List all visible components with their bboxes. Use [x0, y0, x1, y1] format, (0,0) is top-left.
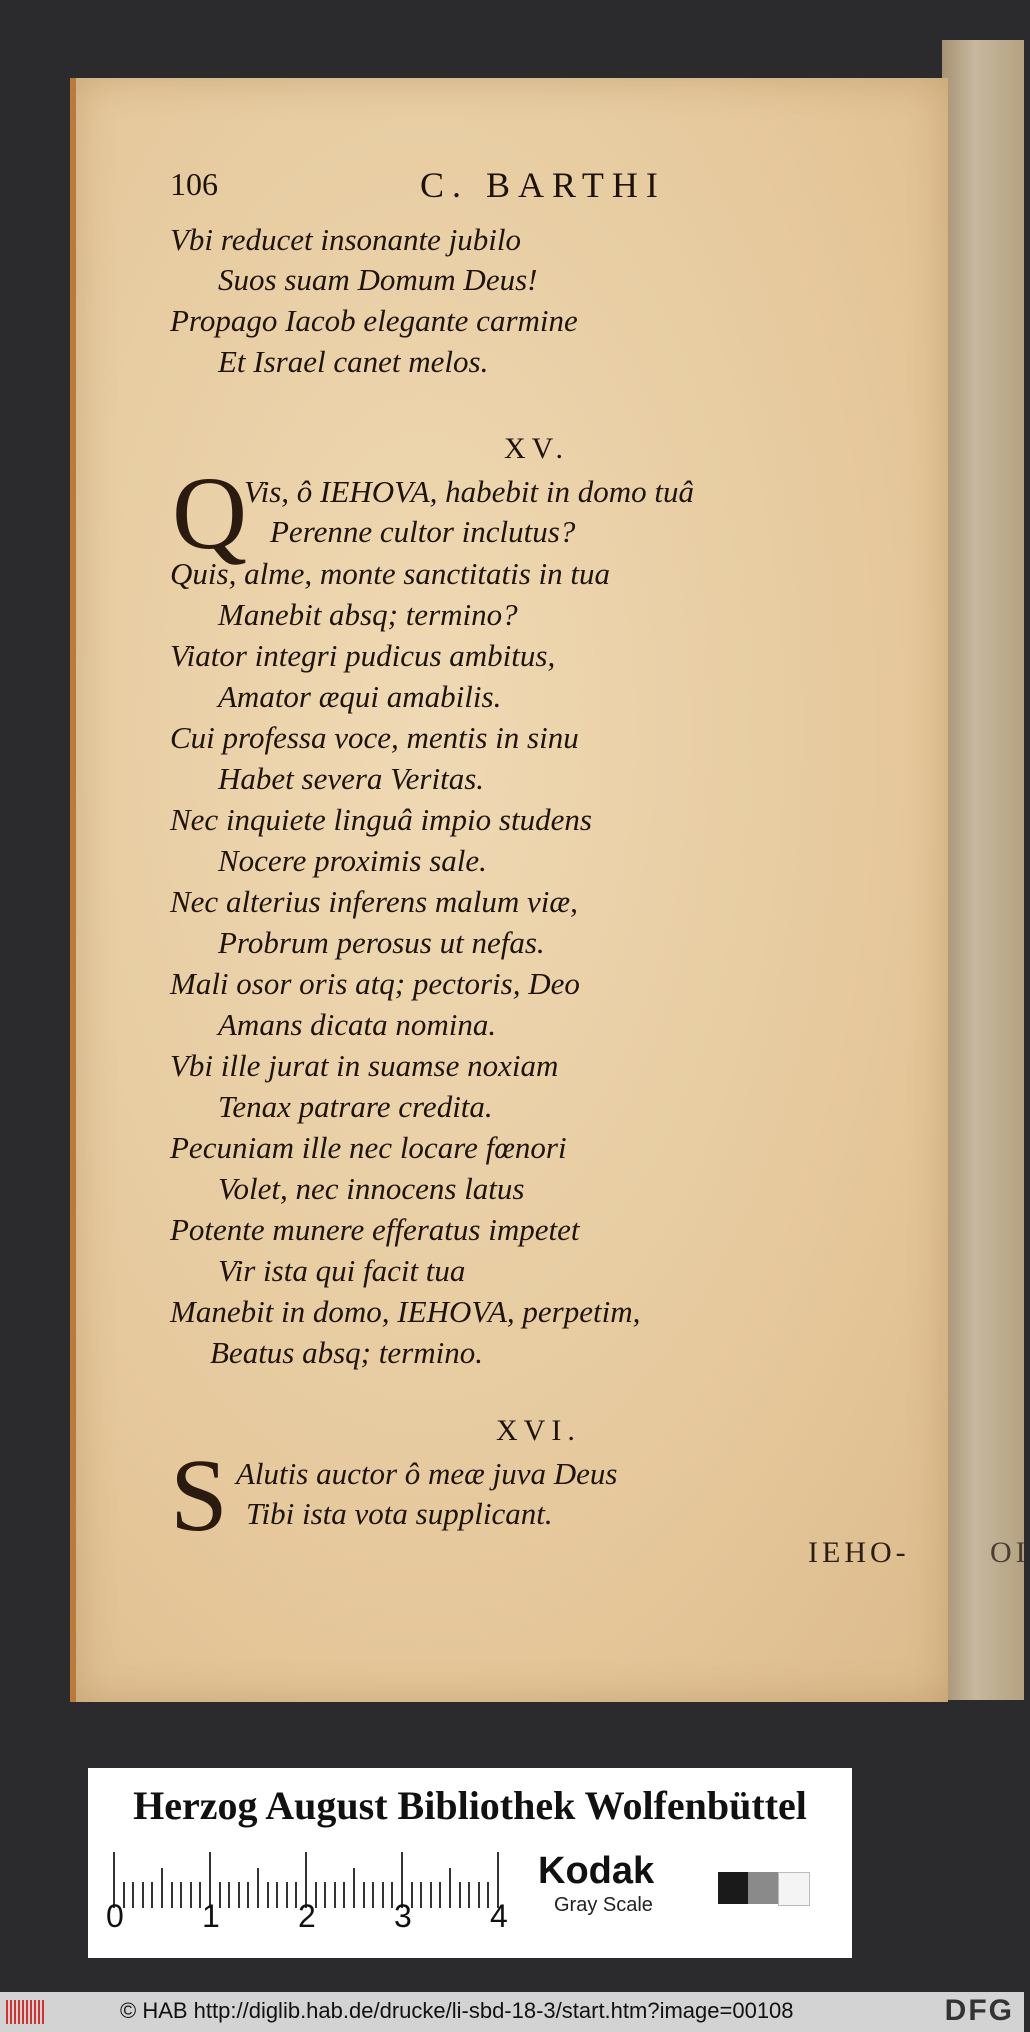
- poem-line: Vbi ille jurat in suamse noxiam: [170, 1048, 559, 1083]
- ruler-tick: [439, 1882, 441, 1908]
- ruler-tick: [324, 1882, 326, 1908]
- ruler-tick: [478, 1882, 480, 1908]
- ruler-tick: [247, 1882, 249, 1908]
- ruler-tick: [142, 1882, 144, 1908]
- ruler-tick: [468, 1882, 470, 1908]
- poem-line: Suos suam Domum Deus!: [218, 262, 538, 297]
- ruler-tick: [238, 1882, 240, 1908]
- poem-line: Cui professa voce, mentis in sinu: [170, 720, 579, 755]
- ruler-tick: [382, 1882, 384, 1908]
- poem-line: Nec inquiete linguâ impio studens: [170, 802, 592, 837]
- kodak-logo: Kodak: [538, 1850, 655, 1892]
- poem-line: Potente munere efferatus impetet: [170, 1212, 580, 1247]
- ruler-tick: [161, 1868, 163, 1908]
- poem-line: Volet, nec innocens latus: [218, 1171, 525, 1206]
- ruler-tick: [151, 1882, 153, 1908]
- ruler-number: 0: [106, 1898, 124, 1934]
- ruler-tick: [267, 1882, 269, 1908]
- ruler-number: 3: [394, 1898, 412, 1934]
- poem-line: Nec alterius inferens malum viæ,: [170, 884, 578, 919]
- ruler-tick: [372, 1882, 374, 1908]
- catchword-adjacent: OI: [990, 1536, 1030, 1569]
- poem-line: Amans dicata nomina.: [218, 1007, 497, 1042]
- ruler-tick: [276, 1882, 278, 1908]
- running-head: C. BARTHI: [420, 165, 666, 205]
- gray-swatch-light: [778, 1872, 810, 1906]
- poem-line: Manebit absq; termino?: [218, 597, 518, 632]
- ruler-tick: [286, 1882, 288, 1908]
- section-number: XV.: [504, 432, 569, 465]
- page-header: [170, 164, 670, 214]
- poem-line: Et Israel canet melos.: [218, 344, 489, 379]
- ruler-tick: [132, 1882, 134, 1908]
- ruler-tick: [334, 1882, 336, 1908]
- poem-line: Beatus absq; termino.: [210, 1335, 483, 1370]
- ruler-tick: [449, 1868, 451, 1908]
- ruler-tick: [180, 1882, 182, 1908]
- catchword: IEHO-: [808, 1536, 910, 1569]
- poem-line: Vir ista qui facit tua: [218, 1253, 466, 1288]
- poem-line: Vis, ô IEHOVA, habebit in domo tuâ: [244, 474, 695, 509]
- gray-scale-label: Gray Scale: [554, 1894, 653, 1916]
- poem-line: Nocere proximis sale.: [218, 843, 487, 878]
- poem-line: Manebit in domo, IEHOVA, perpetim,: [170, 1294, 641, 1329]
- viewer-footer: [0, 1992, 1024, 2032]
- ruler-tick: [228, 1882, 230, 1908]
- poem-line: Probrum perosus ut nefas.: [218, 925, 545, 960]
- poem-line: Propago Iacob elegante carmine: [170, 303, 578, 338]
- ruler-tick: [363, 1882, 365, 1908]
- gray-swatch-mid: [748, 1872, 778, 1904]
- gray-swatch-dark: [718, 1872, 748, 1904]
- ruler-tick: [459, 1882, 461, 1908]
- poem-line: Mali osor oris atq; pectoris, Deo: [170, 966, 580, 1001]
- ruler-number: 1: [202, 1898, 220, 1934]
- poem-line: Quis, alme, monte sanctitatis in tua: [170, 556, 611, 591]
- library-name: Herzog August Bibliothek Wolfenbüttel: [133, 1783, 807, 1828]
- adjacent-page-edge: [942, 40, 1024, 1700]
- poem-line: Pecuniam ille nec locare fœnori: [170, 1130, 567, 1165]
- section-number: XVI.: [496, 1414, 581, 1447]
- ruler-tick: [353, 1868, 355, 1908]
- scale-ruler: [113, 1848, 593, 1908]
- poem-line: Amator æqui amabilis.: [218, 679, 502, 714]
- poem-line: Tenax patrare credita.: [218, 1089, 493, 1124]
- drop-cap: S: [170, 1438, 228, 1553]
- poem-line: Vbi reducet insonante jubilo: [170, 222, 521, 257]
- ruler-tick: [190, 1882, 192, 1908]
- poem-line: Tibi ista vota supplicant.: [246, 1496, 553, 1531]
- dfg-logo: DFG: [944, 1994, 1014, 2027]
- poem-line: Alutis auctor ô meæ juva Deus: [236, 1456, 618, 1491]
- ruler-tick: [257, 1868, 259, 1908]
- ruler-tick: [430, 1882, 432, 1908]
- poem-line: Viator integri pudicus ambitus,: [170, 638, 556, 673]
- ruler-tick: [343, 1882, 345, 1908]
- drop-cap: Q: [172, 456, 248, 571]
- poem-line: Perenne cultor inclutus?: [270, 514, 576, 549]
- color-calibration-card: [88, 1768, 852, 1958]
- source-url[interactable]: © HAB http://diglib.hab.de/drucke/li-sbd-18-3/start.htm?image=00108: [120, 1998, 794, 2023]
- ruler-number: 4: [490, 1898, 508, 1934]
- poem-line: Habet severa Veritas.: [218, 761, 485, 796]
- ruler-tick: [171, 1882, 173, 1908]
- barcode-icon: [6, 2000, 46, 2024]
- ruler-tick: [420, 1882, 422, 1908]
- page-number: 106: [170, 166, 218, 202]
- ruler-number: 2: [298, 1898, 316, 1934]
